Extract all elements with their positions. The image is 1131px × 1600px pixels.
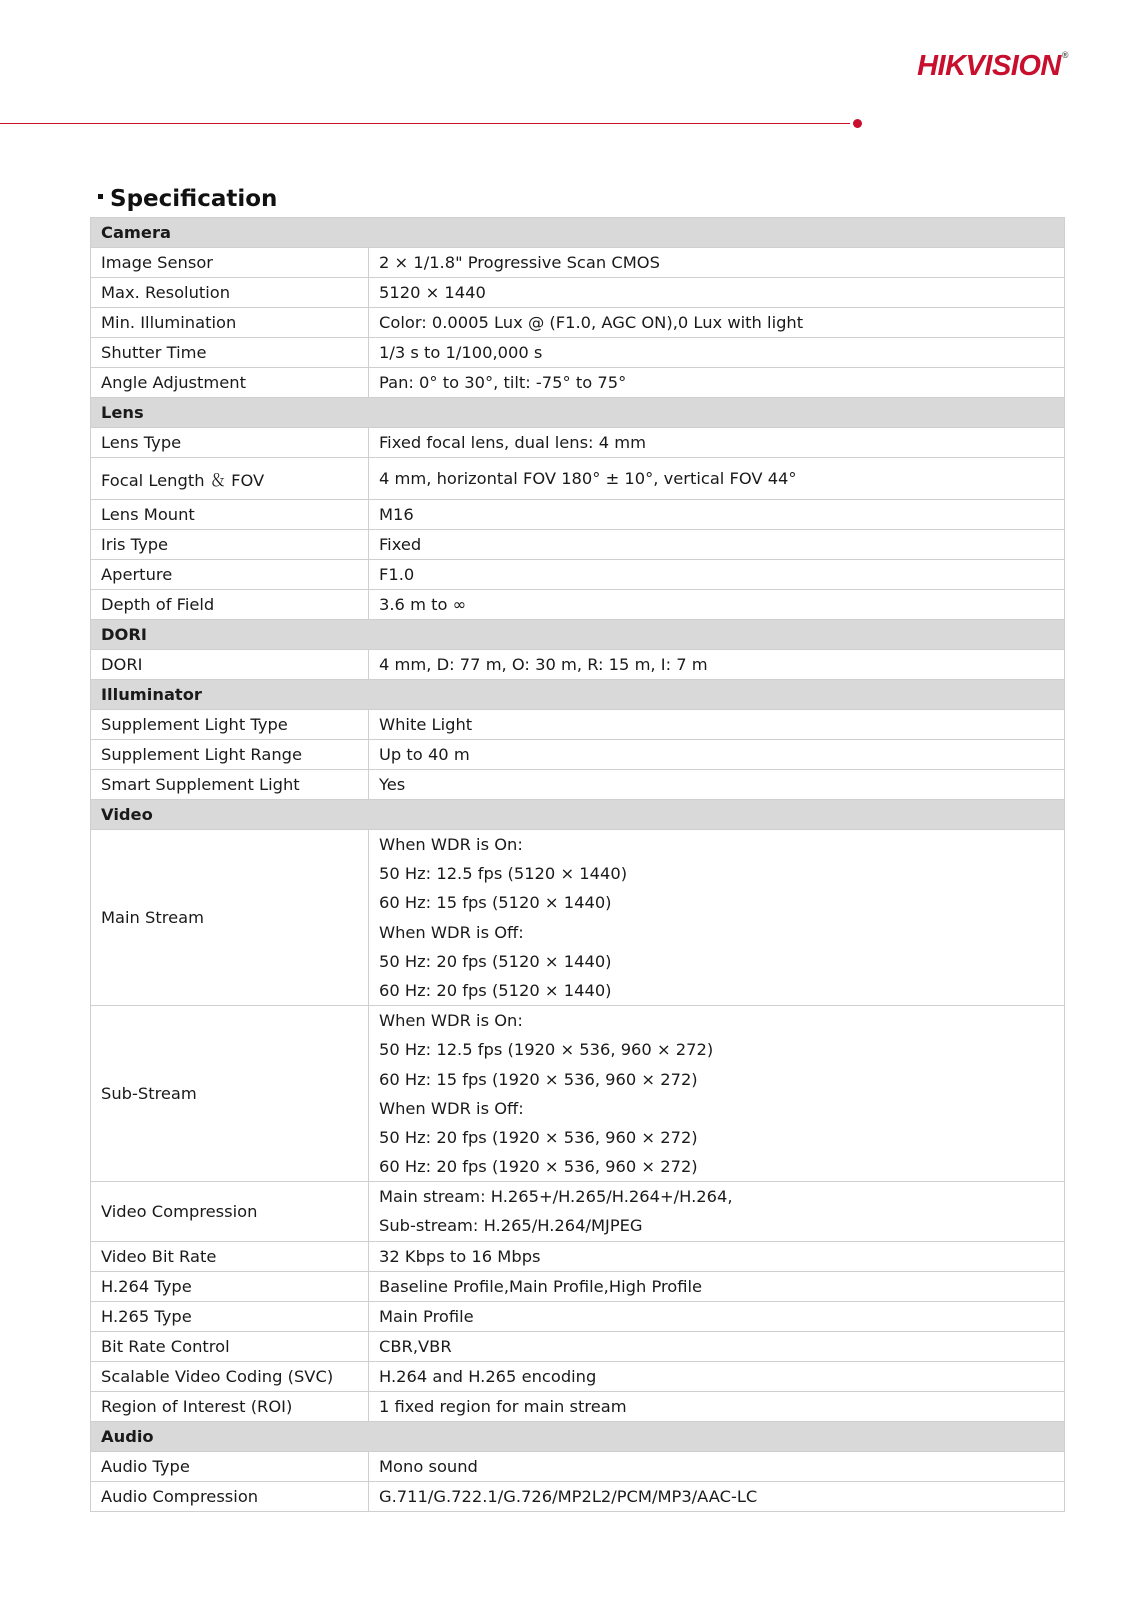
section-header-row <box>91 398 1065 428</box>
spec-row <box>91 1481 1065 1511</box>
spec-label: Video Bit Rate <box>91 1241 369 1271</box>
spec-value-line: 50 Hz: 12.5 fps (1920 × 536, 960 × 272) <box>379 1040 714 1060</box>
spec-value: Pan: 0° to 30°, tilt: -75° to 75° <box>369 368 1065 398</box>
spec-label: Shutter Time <box>91 338 369 368</box>
section-header: Camera <box>91 218 1065 248</box>
spec-label: H.264 Type <box>91 1271 369 1301</box>
spec-row <box>91 338 1065 368</box>
spec-label: Supplement Light Type <box>91 710 369 740</box>
spec-label: Scalable Video Coding (SVC) <box>91 1361 369 1391</box>
spec-row <box>91 1331 1065 1361</box>
spec-row <box>91 368 1065 398</box>
spec-value: 1 fixed region for main stream <box>369 1391 1065 1421</box>
spec-value-line: 50 Hz: 20 fps (1920 × 536, 960 × 272) <box>379 1127 698 1147</box>
spec-label: Bit Rate Control <box>91 1331 369 1361</box>
spec-value: 5120 × 1440 <box>369 278 1065 308</box>
section-header: Lens <box>91 398 1065 428</box>
spec-value-line: 60 Hz: 15 fps (1920 × 536, 960 × 272) <box>379 1069 698 1089</box>
spec-value-line: When WDR is On: <box>379 835 523 854</box>
spec-value-line: 50 Hz: 20 fps (5120 × 1440) <box>379 951 612 971</box>
spec-row <box>91 1006 1065 1182</box>
spec-label: Depth of Field <box>91 590 369 620</box>
spec-label: Video Compression <box>91 1182 369 1241</box>
spec-label: Iris Type <box>91 530 369 560</box>
spec-value: 3.6 m to ∞ <box>369 590 1065 620</box>
specification-table-body <box>91 218 1065 1512</box>
spec-value: F1.0 <box>369 560 1065 590</box>
spec-value: White Light <box>369 710 1065 740</box>
spec-label: Audio Compression <box>91 1481 369 1511</box>
spec-row <box>91 1301 1065 1331</box>
spec-row <box>91 1451 1065 1481</box>
logo-registered-mark: ® <box>1061 50 1068 60</box>
spec-label: H.265 Type <box>91 1301 369 1331</box>
spec-value: 2 × 1/1.8" Progressive Scan CMOS <box>369 248 1065 278</box>
title-bullet-icon <box>98 194 103 199</box>
spec-value-line: 60 Hz: 20 fps (5120 × 1440) <box>379 980 612 1000</box>
section-header-row <box>91 800 1065 830</box>
spec-label: Main Stream <box>91 830 369 1006</box>
spec-row <box>91 278 1065 308</box>
spec-value: 1/3 s to 1/100,000 s <box>369 338 1065 368</box>
spec-row <box>91 560 1065 590</box>
spec-value-line: When WDR is Off: <box>379 1098 524 1118</box>
spec-row <box>91 1391 1065 1421</box>
spec-label: Min. Illumination <box>91 308 369 338</box>
spec-label: DORI <box>91 650 369 680</box>
section-header-row <box>91 680 1065 710</box>
spec-label: Image Sensor <box>91 248 369 278</box>
spec-value-line: 50 Hz: 12.5 fps (5120 × 1440) <box>379 864 628 884</box>
spec-value <box>369 1182 1065 1241</box>
spec-value: Main Profile <box>369 1301 1065 1331</box>
spec-value: Fixed <box>369 530 1065 560</box>
section-header: DORI <box>91 620 1065 650</box>
section-header-row <box>91 620 1065 650</box>
logo-text: HIKVISION <box>917 50 1061 82</box>
section-header-row <box>91 218 1065 248</box>
spec-row <box>91 500 1065 530</box>
spec-row <box>91 248 1065 278</box>
header-divider-line <box>0 123 850 124</box>
spec-label: Aperture <box>91 560 369 590</box>
spec-row <box>91 428 1065 458</box>
page-title <box>98 186 277 212</box>
spec-value: Color: 0.0005 Lux @ (F1.0, AGC ON),0 Lux with light <box>369 308 1065 338</box>
page-title-text: Specification <box>110 186 278 212</box>
spec-label: Smart Supplement Light <box>91 770 369 800</box>
spec-value: Fixed focal lens, dual lens: 4 mm <box>369 428 1065 458</box>
spec-value: G.711/G.722.1/G.726/MP2L2/PCM/MP3/AAC-LC <box>369 1481 1065 1511</box>
spec-value-line: 60 Hz: 20 fps (1920 × 536, 960 × 272) <box>379 1157 698 1177</box>
spec-label: Focal Length ＆ FOV <box>91 458 369 500</box>
spec-row <box>91 770 1065 800</box>
spec-row <box>91 740 1065 770</box>
spec-label: Angle Adjustment <box>91 368 369 398</box>
spec-value: 4 mm, D: 77 m, O: 30 m, R: 15 m, I: 7 m <box>369 650 1065 680</box>
spec-label: Max. Resolution <box>91 278 369 308</box>
hikvision-logo <box>917 50 1068 83</box>
section-header: Audio <box>91 1421 1065 1451</box>
spec-value-line: Main stream: H.265+/H.265/H.264+/H.264, <box>379 1187 733 1207</box>
spec-row <box>91 308 1065 338</box>
spec-value <box>369 830 1065 1006</box>
spec-value: Up to 40 m <box>369 740 1065 770</box>
section-header-row <box>91 1421 1065 1451</box>
spec-value-line: When WDR is Off: <box>379 922 524 942</box>
spec-row <box>91 710 1065 740</box>
spec-row <box>91 1271 1065 1301</box>
spec-value: Baseline Profile,Main Profile,High Profile <box>369 1271 1065 1301</box>
spec-row <box>91 650 1065 680</box>
spec-row <box>91 458 1065 500</box>
section-header: Video <box>91 800 1065 830</box>
spec-row <box>91 1241 1065 1271</box>
spec-label: Audio Type <box>91 1451 369 1481</box>
spec-value-line: Sub-stream: H.265/H.264/MJPEG <box>379 1216 643 1236</box>
spec-row <box>91 1182 1065 1241</box>
section-header: Illuminator <box>91 680 1065 710</box>
spec-row <box>91 590 1065 620</box>
spec-label: Sub-Stream <box>91 1006 369 1182</box>
spec-value: M16 <box>369 500 1065 530</box>
spec-value: 32 Kbps to 16 Mbps <box>369 1241 1065 1271</box>
spec-value-line: When WDR is On: <box>379 1011 523 1031</box>
spec-label: Lens Mount <box>91 500 369 530</box>
spec-row <box>91 1361 1065 1391</box>
spec-label: Supplement Light Range <box>91 740 369 770</box>
spec-value: 4 mm, horizontal FOV 180° ± 10°, vertical FOV 44° <box>369 458 1065 500</box>
spec-row <box>91 530 1065 560</box>
spec-value: Mono sound <box>369 1451 1065 1481</box>
spec-label: Region of Interest (ROI) <box>91 1391 369 1421</box>
spec-value: CBR,VBR <box>369 1331 1065 1361</box>
spec-value-line: 60 Hz: 15 fps (5120 × 1440) <box>379 893 612 913</box>
header-divider-dot <box>853 119 862 128</box>
spec-value: Yes <box>369 770 1065 800</box>
spec-row <box>91 830 1065 1006</box>
spec-value <box>369 1006 1065 1182</box>
spec-value: H.264 and H.265 encoding <box>369 1361 1065 1391</box>
specification-table <box>90 217 1065 1512</box>
spec-label: Lens Type <box>91 428 369 458</box>
